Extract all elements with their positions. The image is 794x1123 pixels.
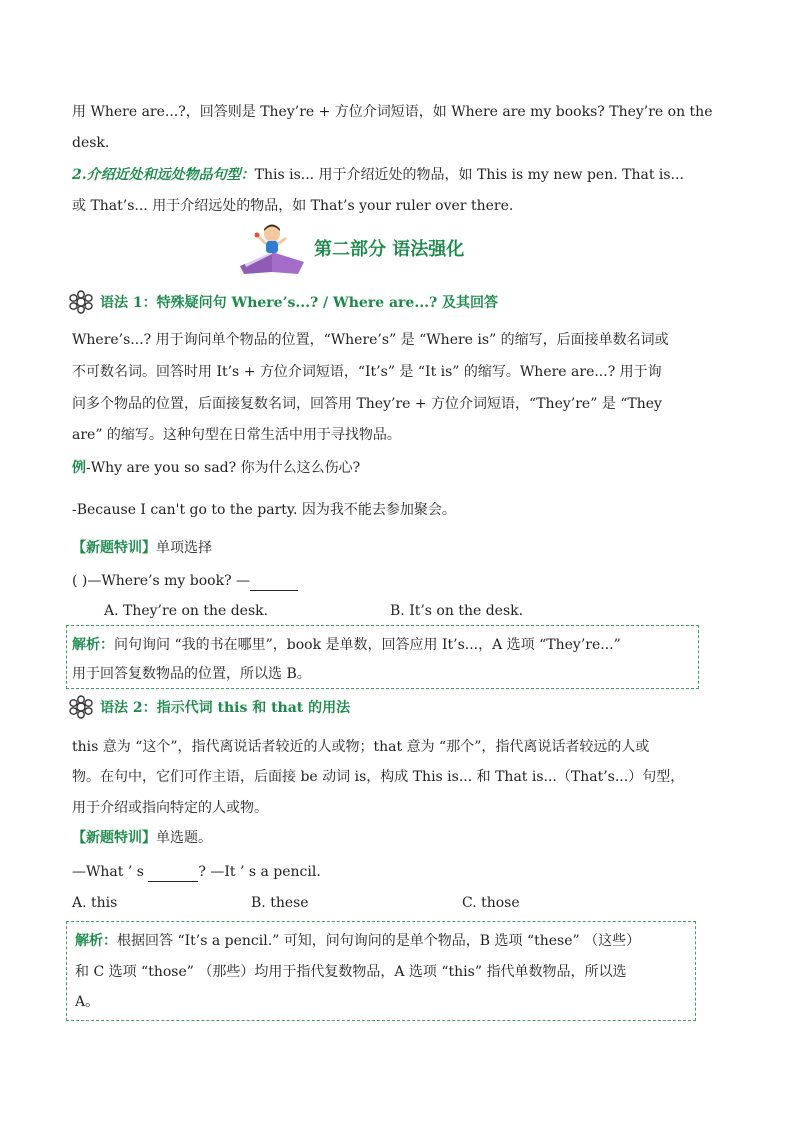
item2-text: This is... 用于介绍近处的物品，如 This is my new pen. That is...	[254, 167, 684, 183]
analysis2-line-2: 和 C 选项 “those” （那些）均用于指代复数物品，A 选项 “this” 指代单数物品，所以选	[75, 964, 627, 980]
grammar1-para-2: 不可数名词。回答时用 It’s + 方位介词短语，“It’s” 是 “It is” 的缩写。Where are...? 用于询	[72, 364, 662, 380]
analysis1-text-1: 问句询问 “我的书在哪里”，book 是单数，回答应用 It’s...，A 选项 “They’re...”	[114, 637, 621, 653]
intro-line-4: 或 That’s... 用于介绍远处的物品，如 That’s your ruler over there.	[72, 198, 514, 214]
item2-title: 2.介绍近处和远处物品句型：	[72, 167, 255, 183]
example-answer: -Because I can't go to the party. 因为我不能去参加聚会。	[72, 502, 456, 518]
question1-text: ( )—Where’s my book? —	[72, 573, 251, 589]
train2-label: 【新题特训】	[72, 830, 156, 846]
grammar2-title: 语法 2：指示代词 this 和 that 的用法	[100, 700, 351, 716]
intro-line-2: desk.	[72, 135, 110, 151]
answer-blank-2[interactable]	[148, 861, 198, 882]
intro-line-3	[72, 165, 684, 185]
train1-heading	[72, 538, 212, 558]
example-question	[72, 458, 360, 478]
train2-heading	[72, 828, 212, 848]
analysis1-line-1	[72, 635, 621, 655]
q2-option-c[interactable]: C. those	[462, 895, 520, 911]
grammar1-heading	[68, 290, 498, 314]
grammar1-para-3: 问多个物品的位置，后面接复数名词，回答用 They’re + 方位介词短语，“They’re” 是 “They	[72, 396, 662, 412]
question1	[72, 570, 298, 591]
q2-option-b[interactable]: B. these	[251, 895, 309, 911]
grammar1-para-1: Where’s...? 用于询问单个物品的位置，“Where’s” 是 “Where is” 的缩写，后面接单数名词或	[72, 332, 669, 348]
analysis2-line-3: A。	[75, 994, 100, 1010]
train1-label: 【新题特训】	[72, 540, 156, 556]
q1-option-a[interactable]: A. They’re on the desk.	[104, 603, 269, 619]
section-title: 第二部分 语法强化	[314, 239, 465, 260]
question2-suffix: ? —It ’ s a pencil.	[198, 864, 321, 880]
reading-kid-illustration	[238, 222, 306, 274]
train1-type: 单项选择	[156, 540, 212, 556]
grammar2-heading	[68, 695, 350, 719]
grammar2-para-2: 物。在句中，它们可作主语，后面接 be 动词 is，构成 This is... 和 That is...（That’s...）句型，	[72, 769, 685, 785]
grammar2-para-1: this 意为 “这个”，指代离说话者较近的人或物；that 意为 “那个”，指代离说话者较远的人或	[72, 739, 650, 755]
flower-icon	[68, 290, 94, 314]
analysis1-line-2: 用于回答复数物品的位置，所以选 B。	[72, 666, 311, 682]
train2-type: 单选题。	[156, 830, 212, 846]
grammar1-title: 语法 1：特殊疑问句 Where’s...? / Where are...? 及其回答	[100, 295, 499, 311]
grammar1-para-4: are” 的缩写。这种句型在日常生活中用于寻找物品。	[72, 427, 401, 443]
answer-blank-1[interactable]	[250, 570, 298, 591]
analysis2-line-1	[75, 931, 640, 951]
example-label: 例	[72, 460, 86, 476]
q1-option-b[interactable]: B. It’s on the desk.	[390, 603, 524, 619]
flower-icon	[68, 695, 94, 719]
analysis2-label: 解析：	[75, 933, 117, 949]
example-question-text: -Why are you so sad? 你为什么这么伤心?	[86, 460, 361, 476]
question2-prefix: —What ’ s	[72, 864, 149, 880]
intro-line-1: 用 Where are...?，回答则是 They’re + 方位介词短语，如 Where are my books? They’re on the	[72, 104, 713, 120]
analysis2-text-1: 根据回答 “It’s a pencil.” 可知，问句询问的是单个物品，B 选项 “these” （这些）	[117, 933, 641, 949]
q2-option-a[interactable]: A. this	[72, 895, 118, 911]
question2	[72, 861, 321, 882]
analysis1-label: 解析：	[72, 637, 114, 653]
grammar2-para-3: 用于介绍或指向特定的人或物。	[72, 800, 268, 816]
